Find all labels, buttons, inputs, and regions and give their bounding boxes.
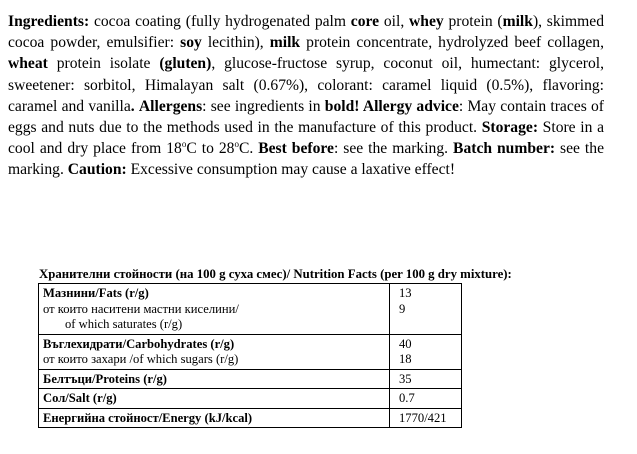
table-row (39, 408, 462, 428)
ingredients-paragraph (8, 11, 604, 181)
allergen-gluten: (gluten) (159, 55, 212, 73)
proteins-value: 35 (390, 369, 462, 389)
table-row (39, 334, 462, 369)
table-row (39, 369, 462, 389)
salt-label: Сол/Salt (r/g) (39, 389, 390, 409)
saturates-label-line1: от които наситени мастни киселини/ (43, 301, 239, 316)
nutrition-title: Хранителни стойности (на 100 g суха смес)/ Nutrition Facts (per 100 g dry mixture): (39, 267, 512, 281)
energy-label: Енергийна стойност/Energy (kJ/kcal) (39, 408, 390, 428)
energy-value: 1770/421 (390, 408, 462, 428)
table-cell (390, 334, 462, 369)
fats-value: 13 (399, 286, 412, 300)
batch-number-heading: Batch number: (453, 140, 556, 158)
degree-sign: o (181, 139, 187, 150)
ingredients-text: lecithin), (201, 34, 270, 52)
ingredients-text: protein isolate (47, 55, 160, 73)
table-cell (39, 334, 390, 369)
proteins-label: Белтъци/Proteins (r/g) (39, 369, 390, 389)
table-cell (39, 284, 390, 335)
table-row (39, 284, 462, 335)
ingredients-text: C to 28 (186, 140, 235, 158)
ingredients-text: Excessive consumption may cause a laxative effect! (126, 161, 456, 179)
allergen-wheat: wheat (8, 55, 48, 73)
ingredients-text: protein ( (443, 13, 503, 30)
carbs-label: Въглехидрати/Carbohydrates (r/g) (43, 336, 235, 351)
allergen-core: core (350, 13, 380, 30)
ingredients-text: ), skimmed cocoa powder, emulsifier: (8, 13, 604, 52)
degree-sign: o (234, 139, 239, 150)
saturates-value: 9 (399, 301, 406, 316)
ingredients-text: cocoa coating (fully hydrogenated palm (89, 13, 351, 30)
allergen-soy: soy (180, 34, 202, 52)
allergens-heading: Allergens (138, 97, 203, 115)
table-cell (390, 284, 462, 335)
allergen-milk: milk (269, 34, 301, 52)
best-before-heading: Best before (258, 140, 334, 158)
ingredients-text: Store in a cool and dry place from 18 (8, 119, 604, 158)
allergen-whey: whey (409, 13, 444, 30)
ingredients-heading: Ingredients: (8, 13, 90, 30)
ingredients-text: protein concentrate, hydrolyzed beef collagen, (300, 34, 604, 52)
ingredients-text: : see the marking. (333, 140, 454, 158)
ingredients-text: see the marking. (8, 140, 604, 179)
sugars-value: 18 (399, 352, 412, 366)
caution-heading: Caution: (67, 161, 127, 179)
carbs-value: 40 (399, 336, 412, 351)
salt-value: 0.7 (390, 389, 462, 409)
ingredients-text: : see ingredients in (202, 97, 325, 115)
ingredients-text: : May contain traces of eggs and nuts due to the methods used in the manufacture of this product. (8, 97, 604, 137)
ingredients-text: , glucose-fructose syrup, coconut oil, humectant: glycerol, sweetener: sorbitol, Himalayan salt (0.67%), colorant: caramel liquid (0.5%), flavoring: caramel and vanilla (8, 55, 604, 115)
ingredients-text: oil, (379, 13, 410, 30)
allergen-milk: milk (502, 13, 533, 30)
sentence-end: . (130, 97, 135, 115)
fats-label: Мазнини/Fats (r/g) (43, 286, 149, 300)
allergy-advice-heading: bold! Allergy advice (324, 97, 459, 115)
table-row (39, 389, 462, 409)
nutrition-table (38, 283, 462, 428)
ingredients-text: C. (238, 140, 259, 158)
storage-heading: Storage: (481, 119, 539, 137)
saturates-label-line2: of which saturates (r/g) (65, 317, 183, 331)
sugars-label: от които захари /of which sugars (r/g) (43, 352, 239, 366)
